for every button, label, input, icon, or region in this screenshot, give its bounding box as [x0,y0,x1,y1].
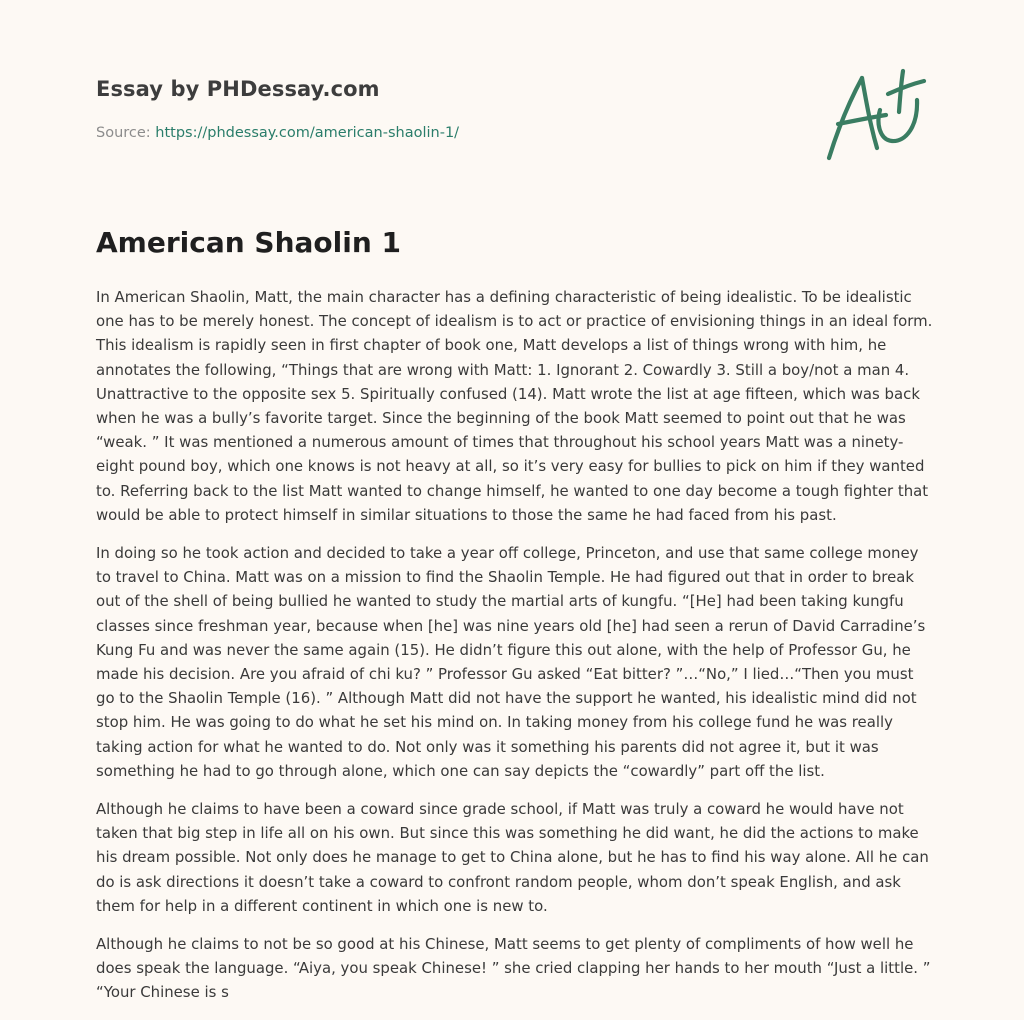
source-label: Source: [96,125,156,141]
essay-title: American Shaolin 1 [96,226,402,259]
source-link[interactable]: https://phdessay.com/american-shaolin-1/ [155,125,460,141]
essay-body [96,285,934,1019]
a-plus-icon [820,68,930,164]
site-title: Essay by PHDessay.com [96,77,380,101]
essay-paragraph: In American Shaolin, Matt, the main character has a defining characteristic of being idealistic. To be idealistic one has to be merely honest. The concept of idealism is to act or practice of envisioning things in an ideal form. This idealism is rapidly seen in first chapter of book one, Matt develops a list of things wrong with him, he annotates the following, “Things that are wrong with Matt: 1. Ignorant 2. Cowardly 3. Still a boy/not a man 4. Unattractive to the opposite sex 5. Spiritually confused (14). Matt wrote the list at age fifteen, which was back when he was a bully’s favorite target. Since the beginning of the book Matt seemed to point out that he was “weak. ” It was mentioned a numerous amount of times that throughout his school years Matt was a ninety-eight pound boy, which one knows is not heavy at all, so it’s very easy for bullies to pick on him if they wanted to. Referring back to the list Matt wanted to change himself, he wanted to one day become a tough fighter that would be able to protect himself in similar situations to those the same he had faced from his past. [96,288,933,524]
essay-paragraph: In doing so he took action and decided to take a year off college, Princeton, and use that same college money to travel to China. Matt was on a mission to find the Shaolin Temple. He had figured out that in order to break out of the shell of being bullied he wanted to study the martial arts of kungfu. “[He] had been taking kungfu classes since freshman year, because when [he] was nine years old [he] had seen a rerun of David Carradine’s Kung Fu and was never the same again (15). He didn’t figure this out alone, with the help of Professor Gu, he made his decision. Are you afraid of chi ku? ” Professor Gu asked “Eat bitter? ”…“No,” I lied…“Then you must go to the Shaolin Temple (16). ” Although Matt did not have the support he wanted, his idealistic mind did not stop him. He was going to do what he set his mind on. In taking money from his college fund he was really taking action for what he wanted to do. Not only was it something his parents did not agree it, but it was something he had to go through alone, which one can say depicts the “cowardly” part off the list. [96,544,926,780]
source-line [96,125,459,141]
essay-paragraph: Although he claims to have been a coward since grade school, if Matt was truly a coward he would have not taken that big step in life all on his own. But since this was something he did want, he did the actions to make his dream possible. Not only does he manage to get to China alone, but he has to find his way alone. All he can do is ask directions it doesn’t take a coward to confront random people, whom don’t speak English, and ask them for help in a different continent in which one is new to. [96,800,929,915]
essay-paragraph: Although he claims to not be so good at his Chinese, Matt seems to get plenty of compliments of how well he does speak the language. “Aiya, you speak Chinese! ” she cried clapping her hands to her mouth “Just a little. ” “Your Chinese is s [96,935,931,1002]
